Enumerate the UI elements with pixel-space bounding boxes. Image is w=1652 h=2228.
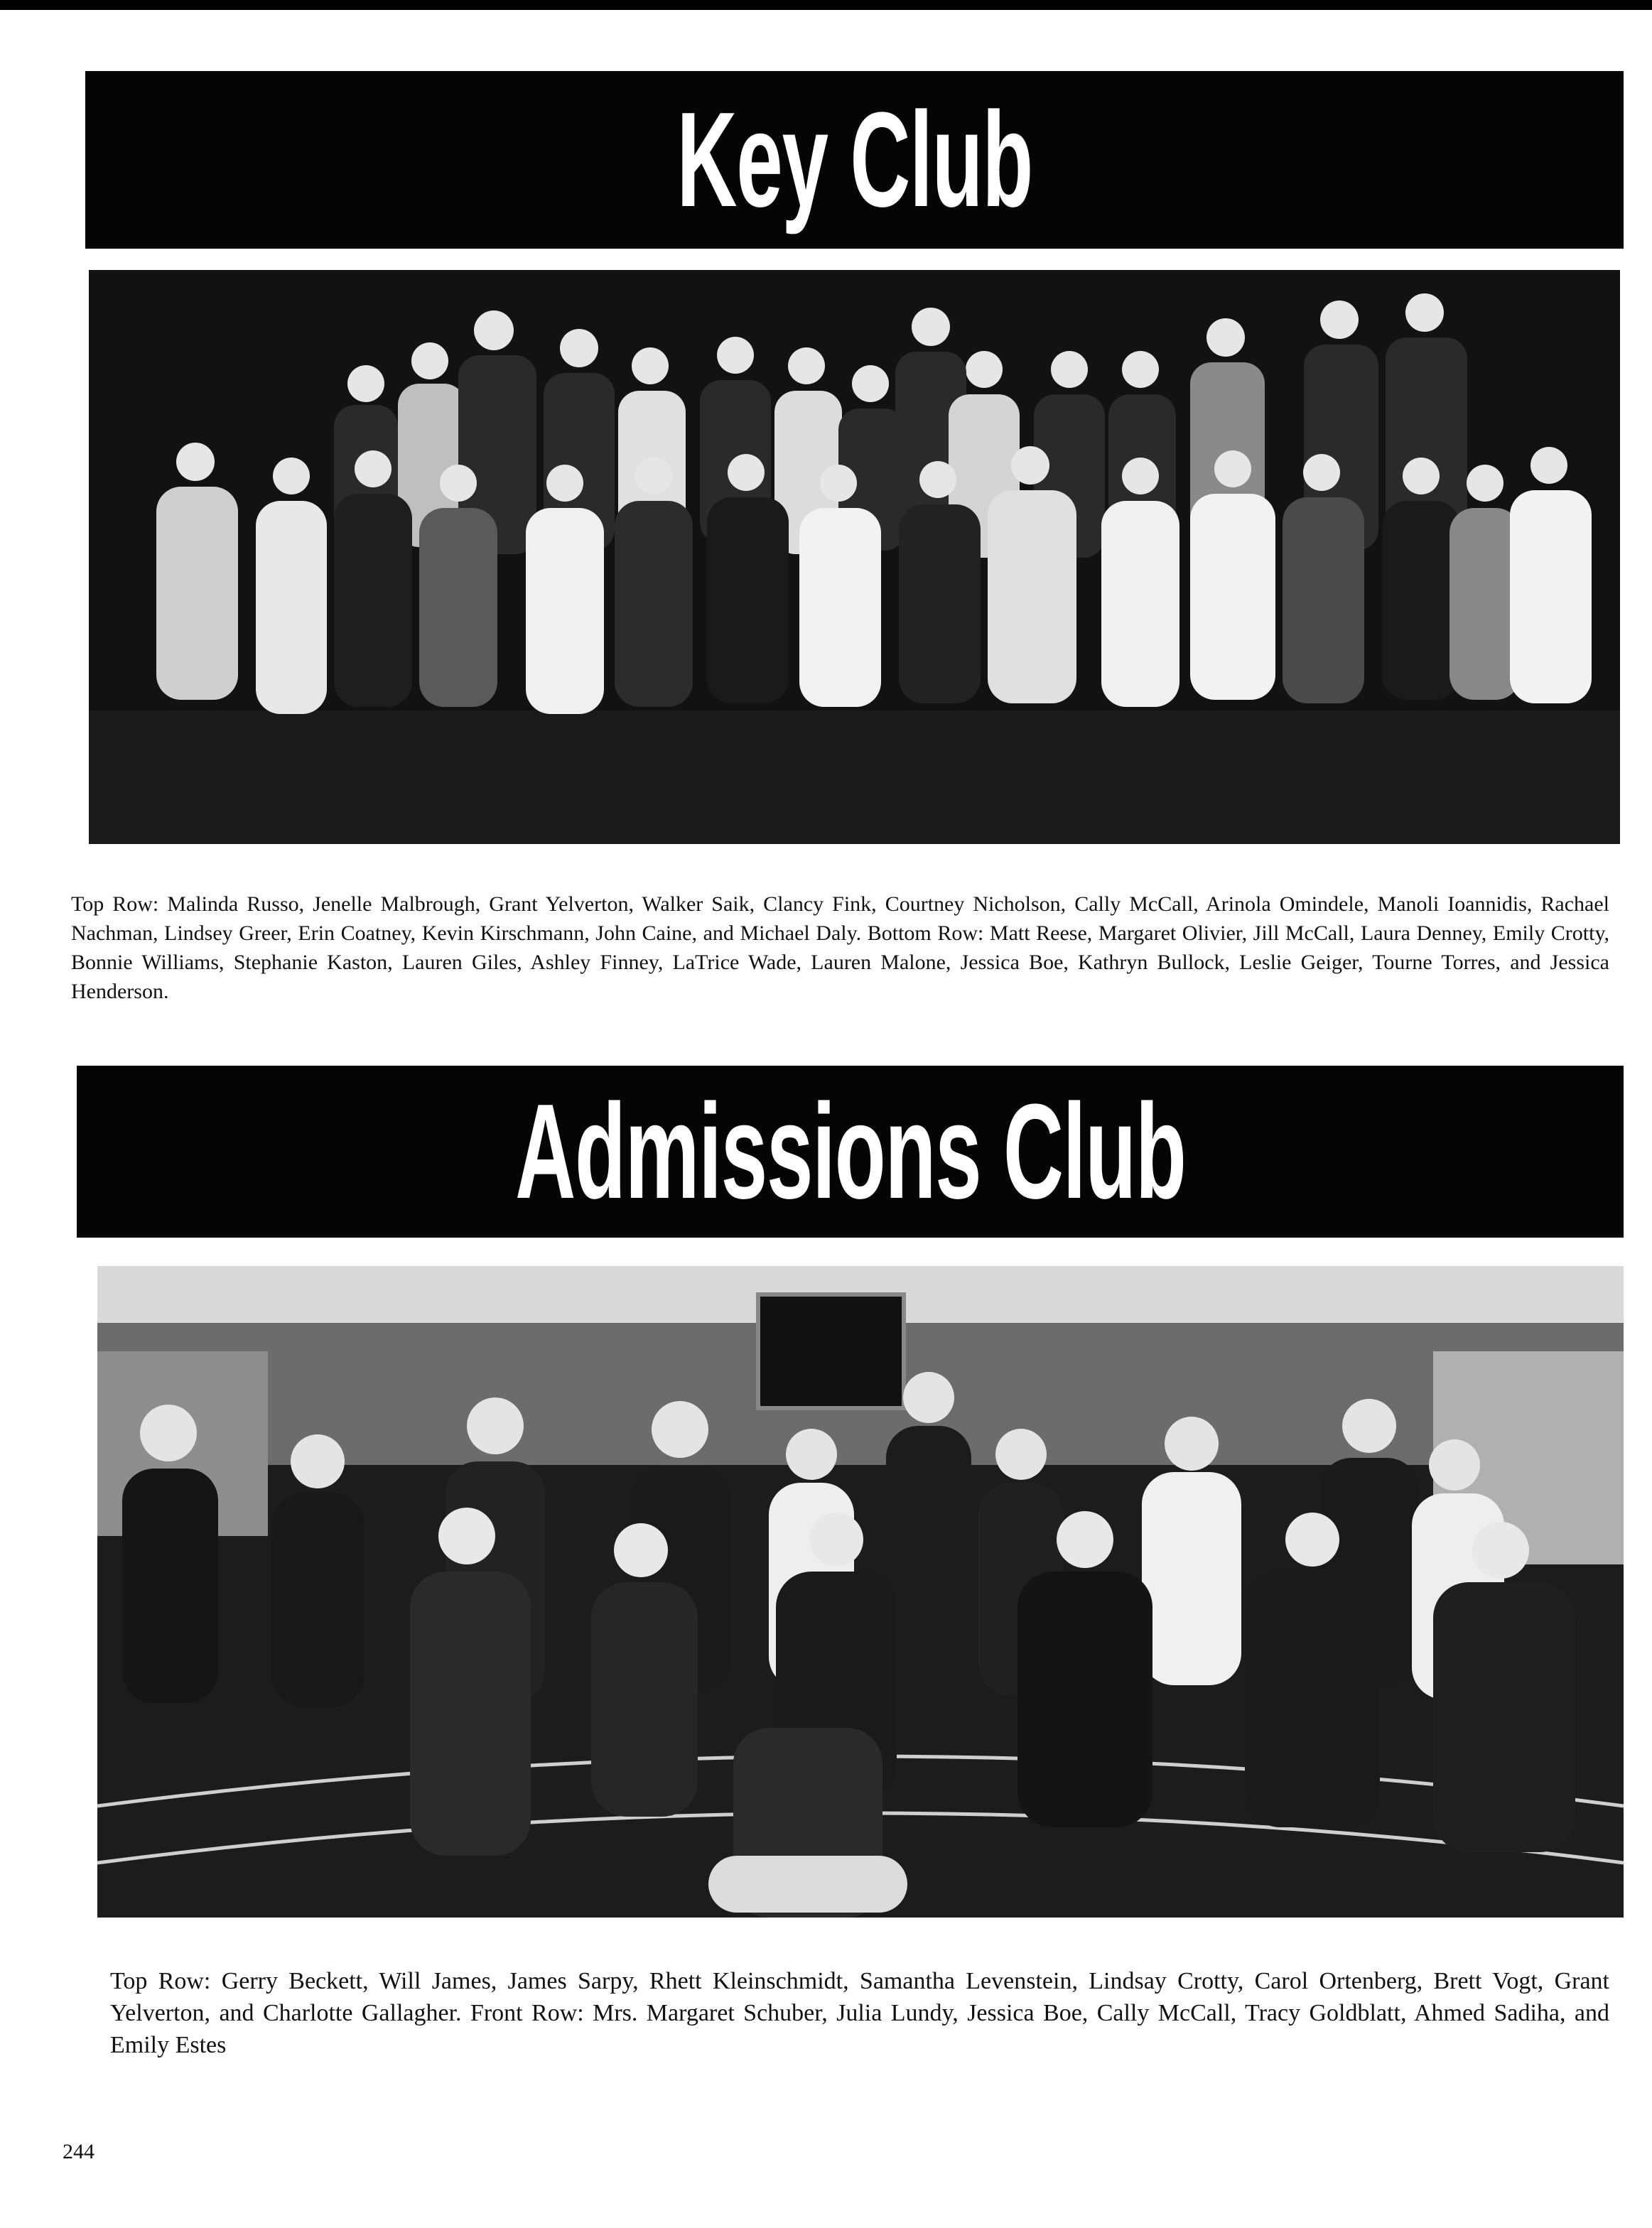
key-club-group-silhouettes: [89, 270, 1620, 844]
key-club-caption: Top Row: Malinda Russo, Jenelle Malbrough, Grant Yelverton, Walker Saik, Clancy Fink, Courtney Nicholson, Cally McCall, Arinola Omindele, Manoli Ioannidis, Rachael Nachman, Lindsey Greer, Erin Coatney, Kevin Kirschmann, John Caine, and Michael Daly. Bottom Row: Matt Reese, Margaret Olivier, Jill McCall, Laura Denney, Emily Crotty, Bonnie Williams, Stephanie Kaston, Lauren Giles, Ashley Finney, LaTrice Wade, Lauren Malone, Jessica Boe, Kathryn Bullock, Leslie Geiger, Tourne Torres, and Jessica Henderson.: [71, 892, 1609, 1003]
key-club-title: Key Club: [676, 85, 1032, 235]
admissions-club-title: Admissions Club: [514, 1076, 1186, 1227]
admissions-club-banner: [77, 1066, 1624, 1238]
top-border: [0, 0, 1652, 10]
admissions-club-group-silhouettes: [97, 1266, 1624, 1918]
admissions-club-photo: [97, 1266, 1624, 1918]
page-number: 244: [63, 2140, 95, 2163]
key-club-photo: [89, 270, 1620, 844]
admissions-club-caption: Top Row: Gerry Beckett, Will James, James Sarpy, Rhett Kleinschmidt, Samantha Levenstein, Lindsay Crotty, Carol Ortenberg, Brett Vogt, Grant Yelverton, and Charlotte Gallagher. Front Row: Mrs. Margaret Schuber, Julia Lundy, Jessica Boe, Cally McCall, Tracy Goldblatt, Ahmed Sadiha, and Emily Estes: [110, 1968, 1609, 2058]
key-club-banner: [85, 71, 1624, 249]
